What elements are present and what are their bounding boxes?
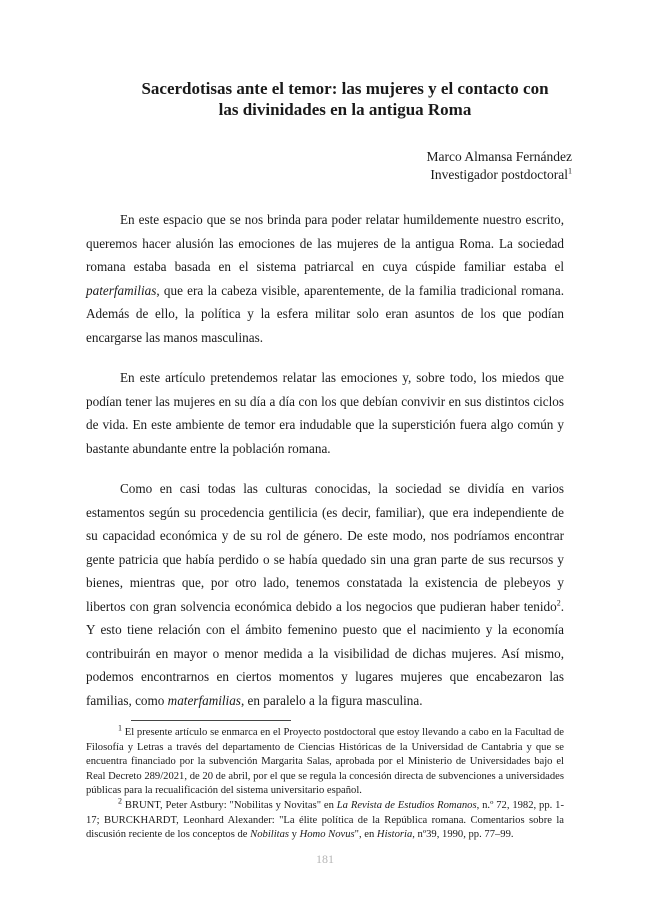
footnote-divider (131, 720, 291, 721)
footnote-ref-2[interactable]: 2 (556, 598, 561, 608)
footnote-1-text: El presente artículo se enmarca en el Proyecto postdoctoral que estoy llevando a cabo en la Facultad de Filosofía y Letras a través del departamento de Ciencias Históricas de la Universidad de Cantabria y que se encuentra financiado por la subvención Margarita Salas, aprobada por el Ministerio de Universidades bajo el Real Decreto 289/2021, de 20 de abril, por el que se regula la concesión directa de subvenciones a universidades públicas para la recualificación del sistema universitario español. (86, 727, 564, 797)
paragraph-3-text-a: Como en casi todas las culturas conocidas, la sociedad se dividía en varios estamentos según su procedencia gentilicia (es decir, familiar), que era independiente de su capacidad económica y de su rol de género. De este modo, nos podríamos encontrar gente patricia que había perdido o se había quedado sin una gran parte de sus recursos y bienes, mientras que, por otro lado, tenemos constatada la existencia de plebeyos y libertos con gran solvencia económica debido a los negocios que pudieran haber tenido (86, 481, 564, 614)
footnote-2-text-b: , n.º 72, 1982, pp. 1-17; BURCKHARDT, Leonhard Alexander: "La élite política de la República romana. Comentarios sobre la discusión reciente de los conceptos de (86, 799, 564, 841)
footnote-2-emphasis-1: La Revista de Estudios Romanos (336, 799, 477, 811)
footnote-2-text-a: BRUNT, Peter Astbury: "Nobilitas y Novitas" en (122, 799, 337, 811)
footnote-2 (86, 796, 564, 843)
footnote-2-number: 2 (118, 796, 122, 806)
author-role (427, 166, 572, 184)
footnote-2-emphasis-3: Homo Novus (299, 829, 355, 841)
paragraph-1-text-b: , que era la cabeza visible, aparentemente, de la familia tradicional romana. Además de ello, la política y la esfera militar solo eran asuntos de los que podían encargarse las manos masculinas. (86, 282, 564, 345)
footnote-2-text-e: , nº39, 1990, pp. 77–99. (412, 829, 514, 841)
paragraph-3-emphasis: materfamilias (167, 692, 241, 708)
paragraph-3-text-b: . Y esto tiene relación con el ámbito femenino puesto que el nacimiento y la economía contribuirán en mayor o menor medida a la visibilidad de dichas mujeres. Así mismo, podemos encontrarnos en ciertos momentos y lugares mujeres que encabezaron las familias, como (86, 598, 564, 708)
paragraph-3 (86, 477, 564, 712)
article-title (110, 78, 580, 120)
title-line-1: Sacerdotisas ante el temor: las mujeres y el contacto con (141, 79, 549, 98)
title-line-2: las divinidades en la antigua Roma (218, 100, 472, 119)
footnote-ref-1[interactable]: 1 (568, 166, 572, 176)
paragraph-1 (86, 208, 564, 349)
paragraph-3-text-c: , en paralelo a la figura masculina. (240, 692, 423, 708)
page-number: 181 (316, 852, 334, 866)
paragraph-2: En este artículo pretendemos relatar las emociones y, sobre todo, los miedos que podían tener las mujeres en su día a día con los que debían convivir en sus distintos ciclos de vida. En este ambiente de temor era indudable que la superstición fuera algo común y bastante abundante entre la población romana. (86, 370, 564, 456)
footnote-2-text-d: ", en (354, 829, 377, 841)
author-name: Marco Almansa Fernández (426, 149, 572, 164)
footnotes (86, 723, 564, 843)
footnote-2-text-c: y (289, 829, 300, 841)
author-block (427, 148, 572, 184)
paragraph-1-text-a: En este espacio que se nos brinda para poder relatar humildemente nuestro escrito, queremos hacer alusión las emociones de las mujeres de la antigua Roma. La sociedad romana estaba basada en el sistema patriarcal en cuya cúspide familiar estaba el (86, 212, 564, 274)
footnote-1-number: 1 (118, 723, 122, 733)
footnote-2-emphasis-4: Historia (376, 829, 413, 841)
paragraph-1-emphasis: paterfamilias (86, 282, 157, 298)
article-body (86, 208, 564, 729)
footnote-1 (86, 723, 564, 799)
author-role-text: Investigador postdoctoral (430, 167, 568, 182)
footnote-2-emphasis-2: Nobilitas (250, 829, 290, 841)
